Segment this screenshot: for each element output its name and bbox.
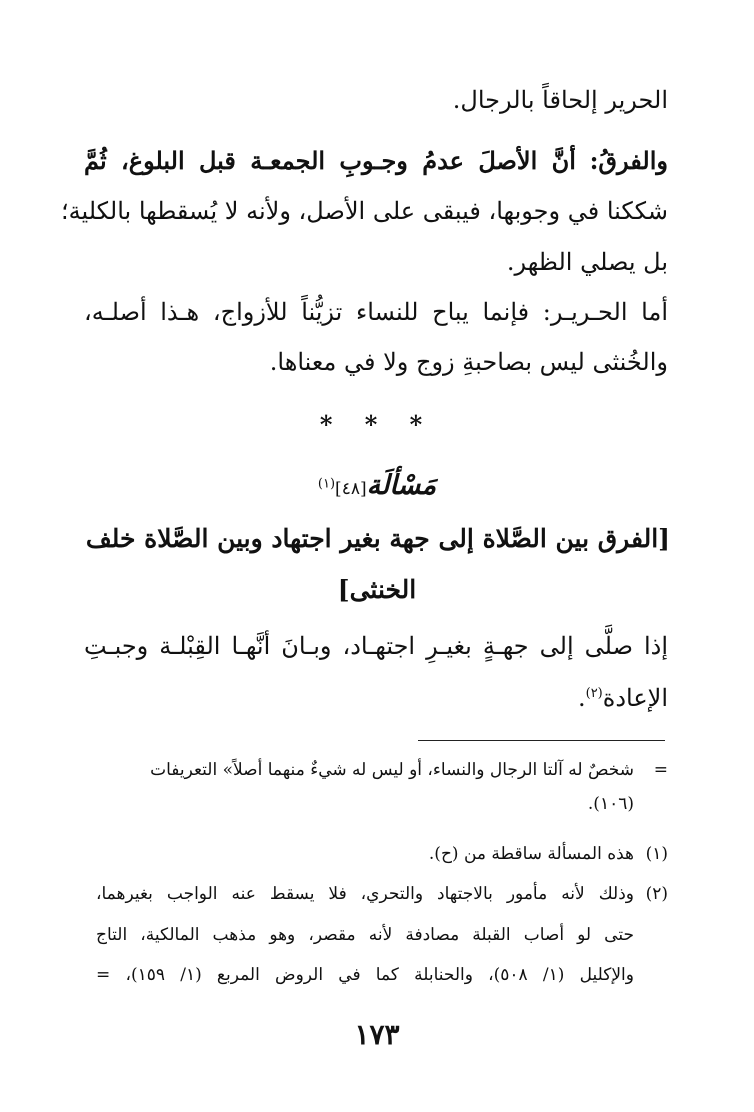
masala-number: [٤٨] [335,479,367,499]
section-separator: * * * [319,410,435,439]
paragraph-line: والخُنثى ليس بصاحبةِ زوج ولا في معناها. [269,348,668,376]
footnote-ref: (١) [317,476,336,492]
paragraph-line: أما الحـريـر: فإنما يباح للنساء تزيُّناً للأزواج، هـذا أصلـه، [84,298,668,326]
footnote-1 [429,844,668,864]
paragraph-line [578,684,668,712]
footnote-text: (١٠٦). [587,794,634,814]
footnote-marker: (٢) [645,884,668,904]
masala-calligraphy: مَسْألَة [366,470,437,501]
footnote-2 [96,884,668,904]
footnote-marker: (١) [645,844,668,864]
paragraph-line: شككنا في وجوبها، فيبقى على الأصل، ولأنه لا يُسقطها بالكلية؛ [60,197,668,225]
footnote-divider [418,740,665,741]
page-number: ١٧٣ [354,1018,400,1051]
footnote-text: حتى لو أصاب القبلة مصادفة لأنه مقصر، وهو مذهب المالكية، التاج [96,925,634,945]
paragraph-line: بل يصلي الظهر. [506,248,668,276]
paragraph-line [84,146,668,175]
footnote-text: والإكليل (١/ ٥٠٨)، والحنابلة كما في الروض المربع (١/ ١٥٩)، = [96,965,634,985]
paragraph-lead-word: والفرقُ: [589,146,668,175]
section-heading: [الفرق بين الصَّلاة إلى جهة بغير اجتهاد وبين الصَّلاة خلف [85,524,670,553]
footnote-text: وذلك لأنه مأمور بالاجتهاد والتحري، فلا يسقط عنه الواجب بغيرهما، [96,884,634,904]
paragraph-line-text: أنَّ الأصلَ عدمُ وجـوبِ الجمعـة قبل البلوغ، ثُمَّ [84,146,576,175]
footnote-text: هذه المسألة ساقطة من (ح). [428,844,634,864]
footnote-text: شخصٌ له آلتا الرجال والنساء، أو ليس له شيءٌ منهما أصلاً» التعريفات [150,760,634,780]
paragraph-line: إذا صلَّى إلى جهـةٍ بغيـرِ اجتهـاد، وبـانَ أنَّهـا القِبْلـة وجبـتِ [84,632,668,660]
paragraph-line-text: الإعادة [602,684,668,712]
footnote-ref: (٢) [585,686,603,701]
footnote-continued [96,760,668,780]
section-heading-cont: الخنثى] [337,575,417,604]
continuation-mark: = [653,760,668,780]
paragraph-line-end: . [577,684,586,712]
masala-label [0,470,754,501]
paragraph-line: الحرير إلحاقاً بالرجال. [452,86,668,114]
